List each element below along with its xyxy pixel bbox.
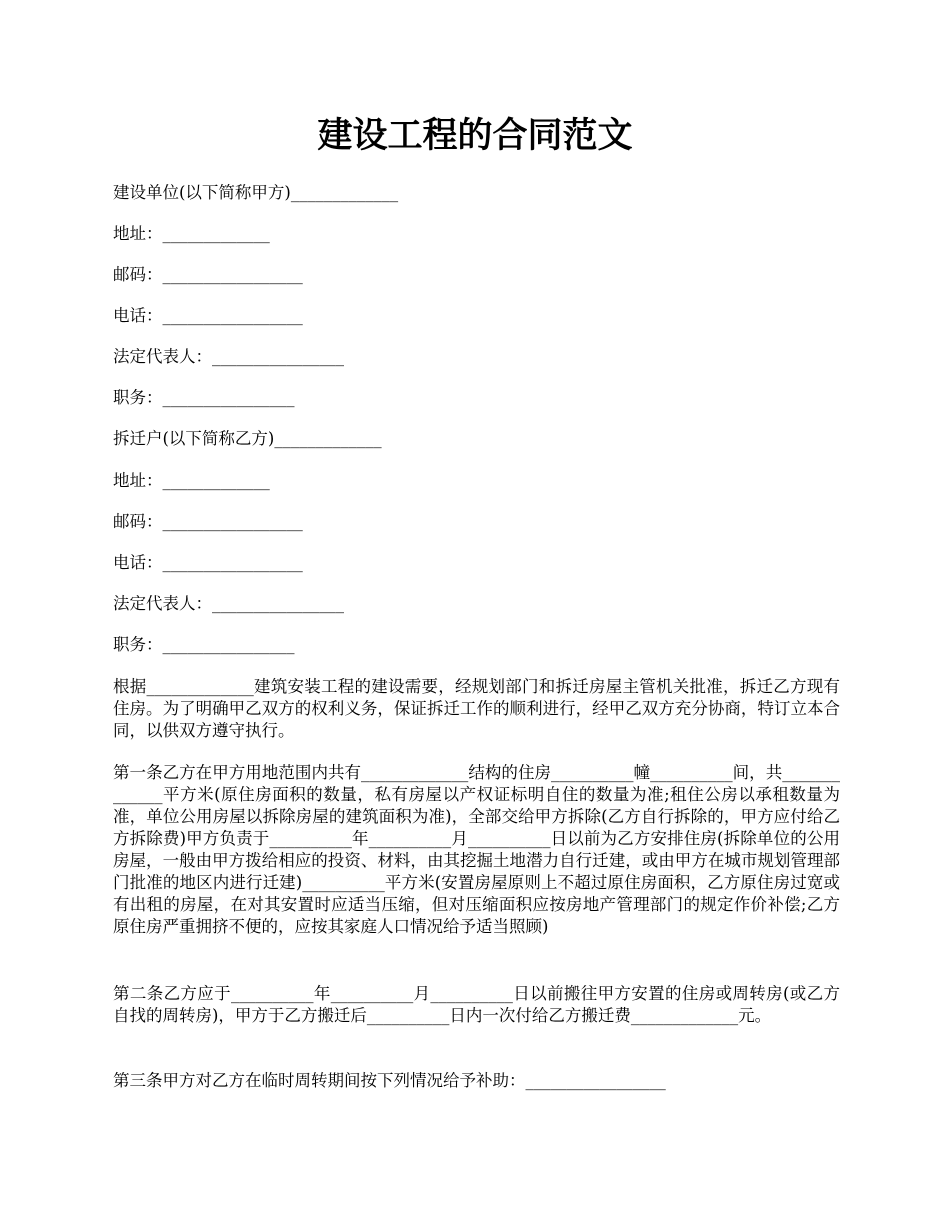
party-a-address-line: 地址：_____________	[113, 224, 270, 243]
party-a-name-line: 建设单位(以下简称甲方)_____________	[113, 183, 399, 202]
party-a-position-line: 职务：________________	[113, 388, 295, 407]
article-1-paragraph: 第一条乙方在甲方用地范围内共有_____________结构的住房__________幢__________间，共_____________平方米(原住房面积的数量，私有房屋以产权证标明自住的数量为准;租住公房以承租数量为准，单位公用房屋以拆除房屋的建筑面积为准)，全部交给甲方拆除(乙方自行拆除的，甲方应付给乙方拆除费)甲方负责于__________年__________月__________日以前为乙方安排住房(拆除单位的公用房屋，一般由甲方拨给相应的投资、材料，由其挖掘土地潜力自行迁建，或由甲方在城市规划管理部门批准的地区内进行迁建)__________平方米(安置房屋原则上不超过原住房面积，乙方原住房过宽或有出租的房屋，在对其安置时应适当压缩，但对压缩面积应按房地产管理部门的规定作价补偿;乙方原住房严重拥挤不便的，应按其家庭人口情况给予适当照顾)	[113, 763, 841, 936]
preamble-paragraph: 根据_____________建筑安装工程的建设需要，经规划部门和拆迁房屋主管机关批准，拆迁乙方现有住房。为了明确甲乙双方的权利义务，保证拆迁工作的顺利进行，经甲乙双方充分协商，特订立本合同，以供双方遵守执行。	[113, 677, 840, 740]
article-2-paragraph: 第二条乙方应于__________年__________月__________日以前搬往甲方安置的住房或周转房(或乙方自找的周转房)，甲方于乙方搬迁后__________日内一次付给乙方搬迁费_____________元。	[113, 984, 840, 1025]
party-a-postcode-line: 邮码：_________________	[113, 265, 303, 284]
party-a-phone-line: 电话：_________________	[113, 306, 303, 325]
party-b-phone-line: 电话：_________________	[113, 553, 303, 572]
party-b-position-line: 职务：________________	[113, 635, 295, 654]
party-b-legal-rep-line: 法定代表人：________________	[113, 594, 344, 613]
document-title: 建设工程的合同范文	[317, 115, 633, 156]
party-b-postcode-line: 邮码：_________________	[113, 512, 303, 531]
party-b-address-line: 地址：_____________	[113, 471, 270, 490]
party-a-legal-rep-line: 法定代表人：________________	[113, 347, 344, 366]
article-3-paragraph: 第三条甲方对乙方在临时周转期间按下列情况给予补助：_________________	[113, 1071, 666, 1090]
party-b-name-line: 拆迁户(以下简称乙方)_____________	[113, 429, 382, 448]
